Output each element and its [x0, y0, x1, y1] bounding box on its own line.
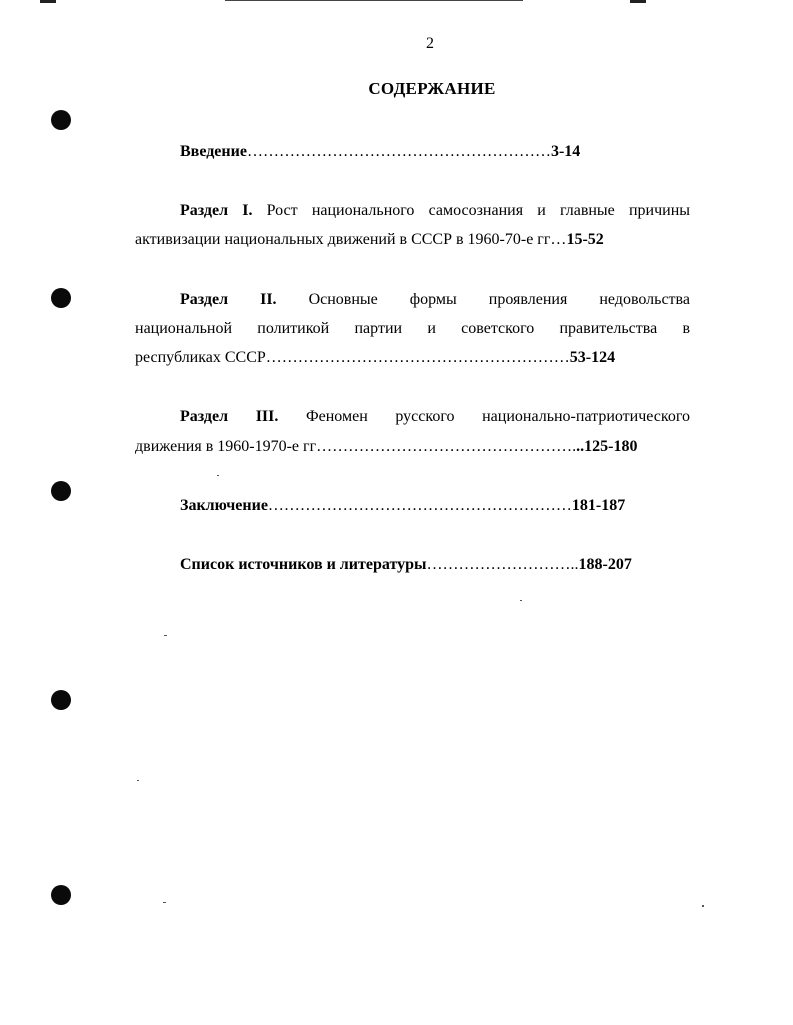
toc-section2-text1: Основные формы проявления недовольства — [308, 291, 690, 308]
toc-section3-line1 — [180, 407, 690, 427]
toc-section1-text1: Рост национального самосознания и главные причины — [266, 202, 691, 219]
toc-section1-line1 — [180, 201, 690, 221]
toc-section2-pages: 53-124 — [569, 349, 616, 366]
toc-sources-pages: 188-207 — [578, 556, 632, 573]
toc-section3-text1: Феномен русского национально-патриотического — [305, 408, 690, 425]
toc-section2-text3: республиках СССР — [135, 349, 266, 366]
binder-hole — [51, 690, 71, 710]
toc-entry-conclusion — [180, 496, 625, 516]
toc-section3-label: Раздел III. — [180, 408, 279, 425]
toc-entry-intro — [180, 142, 580, 162]
toc-sources-label: Список источников и литературы — [180, 556, 427, 573]
page-title: СОДЕРЖАНИЕ — [368, 79, 496, 98]
scan-speck — [217, 475, 219, 476]
toc-section1-text2: активизации национальных движений в СССР в 1960-70-е гг… — [135, 231, 567, 248]
top-left-mark — [40, 0, 56, 3]
scan-speck — [163, 902, 166, 903]
toc-entry-sources — [180, 555, 632, 575]
top-right-mark — [630, 0, 646, 3]
toc-section2-line2 — [135, 319, 690, 339]
toc-conclusion-dots: ………………………………………………… — [267, 497, 572, 514]
toc-section2-dots: ………………………………………………… — [265, 349, 570, 366]
scan-speck — [520, 600, 522, 601]
toc-sources-dots: ……………………….. — [426, 556, 579, 573]
scan-speck — [702, 905, 704, 907]
toc-conclusion-pages: 181-187 — [571, 497, 626, 514]
toc-intro-label: Введение — [180, 143, 247, 160]
binder-hole — [51, 885, 71, 905]
toc-section2-text2: национальной политикой партии и советского правительства в — [135, 320, 690, 337]
toc-intro-dots: ………………………………………………… — [246, 143, 551, 160]
page-number: 2 — [426, 35, 434, 52]
toc-section3-line2 — [135, 437, 637, 457]
toc-section3-pages: ..125-180 — [576, 438, 638, 455]
binder-hole — [51, 481, 71, 501]
scan-speck — [137, 780, 139, 781]
binder-hole — [51, 110, 71, 130]
toc-intro-pages: 3-14 — [550, 143, 581, 160]
toc-section1-pages: 15-52 — [566, 231, 604, 248]
toc-section3-text2: движения в 1960-1970-е гг — [135, 438, 317, 455]
toc-section1-line2 — [135, 230, 604, 250]
toc-conclusion-label: Заключение — [180, 497, 268, 514]
toc-section1-label: Раздел I. — [180, 202, 253, 219]
toc-section2-line3 — [135, 348, 615, 368]
toc-section3-dots: …………………………………………. — [316, 438, 577, 455]
scan-speck — [164, 635, 167, 636]
toc-section2-line1 — [180, 290, 690, 310]
binder-hole — [51, 288, 71, 308]
top-border-line — [225, 0, 523, 1]
toc-section2-label: Раздел II. — [180, 291, 277, 308]
